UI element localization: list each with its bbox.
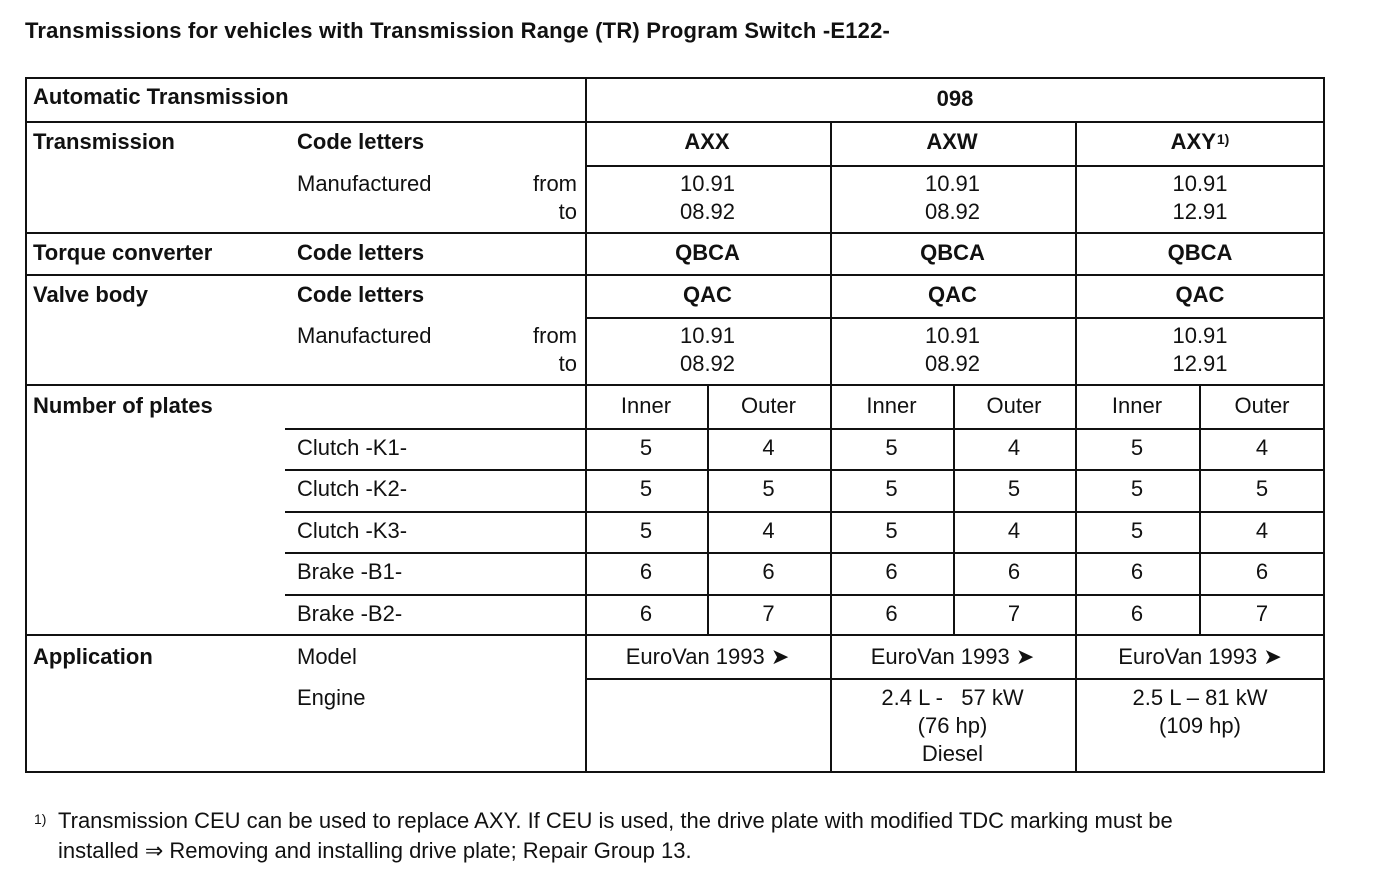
valve-to: 12.91 (1172, 351, 1228, 376)
transmission-table (25, 77, 1325, 773)
plate-row-label: Clutch -K1- (297, 435, 408, 460)
valve-from: 10.91 (679, 323, 736, 348)
plate-value: 5 (639, 435, 653, 460)
rule (25, 274, 1325, 276)
rule (285, 594, 1325, 596)
footnote-line: installed ⇒ Removing and installing drive plate; Repair Group 13. (58, 838, 692, 863)
to-label: to (558, 199, 577, 224)
manufactured-from: 10.91 (924, 171, 981, 196)
number-of-plates-label: Number of plates (33, 393, 213, 418)
plate-value: 5 (1130, 518, 1144, 543)
engine-line: Diesel (921, 741, 984, 766)
plate-value: 5 (1130, 476, 1144, 501)
transmission-label: Transmission (33, 129, 175, 154)
valve-body-code: QAC (1175, 282, 1225, 307)
page-title: Transmissions for vehicles with Transmission Range (TR) Program Switch -E122- (25, 18, 891, 43)
plate-value: 5 (639, 518, 653, 543)
rule (25, 634, 1325, 636)
plate-value: 4 (1007, 435, 1021, 460)
plate-value: 6 (1255, 559, 1269, 584)
inner-label: Inner (620, 393, 672, 418)
manufactured-to: 08.92 (924, 199, 981, 224)
plate-value: 4 (1255, 435, 1269, 460)
plate-value: 4 (762, 435, 775, 460)
plate-row-label: Clutch -K3- (297, 518, 408, 543)
footnote (34, 806, 1173, 863)
transmission-family: 098 (936, 86, 974, 111)
plate-value: 4 (762, 518, 775, 543)
plate-value: 4 (1007, 518, 1021, 543)
model-value: EuroVan 1993 ➤ (1118, 644, 1282, 669)
plate-value: 6 (1130, 601, 1144, 626)
application-label: Application (33, 644, 153, 669)
footnote-text (58, 806, 1358, 866)
rule (25, 384, 1325, 386)
plate-value: 7 (1255, 601, 1269, 626)
transmission-code: AXW (926, 129, 978, 154)
torque-converter-code: QBCA (675, 240, 740, 265)
rule (285, 511, 1325, 513)
valve-body-code: QAC (683, 282, 732, 307)
rule (707, 384, 709, 634)
valve-body-label: Valve body (33, 282, 148, 307)
automatic-transmission-label: Automatic Transmission (33, 84, 289, 109)
plate-value: 6 (1130, 559, 1144, 584)
plate-row-label: Brake -B1- (297, 559, 403, 584)
code-letters-label: Code letters (297, 240, 425, 265)
inner-label: Inner (866, 393, 917, 418)
valve-from: 10.91 (924, 323, 981, 348)
manufactured-label: Manufactured (297, 323, 432, 348)
outer-label: Outer (1234, 393, 1290, 418)
outer-label: Outer (986, 393, 1042, 418)
rule (585, 165, 1325, 167)
plate-value: 5 (1007, 476, 1021, 501)
rule (285, 552, 1325, 554)
torque-converter-code: QBCA (1167, 240, 1233, 265)
manufactured-label: Manufactured (297, 171, 432, 196)
valve-to: 08.92 (679, 351, 736, 376)
valve-to: 08.92 (924, 351, 981, 376)
valve-from: 10.91 (1172, 323, 1228, 348)
footnote-line: Transmission CEU can be used to replace AXY. If CEU is used, the drive plate with modified TDC marking must be (58, 808, 1173, 833)
rule (1199, 384, 1201, 634)
engine-label: Engine (297, 685, 366, 710)
manufactured-from: 10.91 (1172, 171, 1228, 196)
plate-value: 4 (1255, 518, 1269, 543)
plate-value: 5 (885, 518, 898, 543)
transmission-code: AXY$^{1)}$ (1170, 129, 1230, 154)
inner-label: Inner (1111, 393, 1163, 418)
model-value: EuroVan 1993 ➤ (870, 644, 1035, 669)
rule (25, 232, 1325, 234)
engine-line: 2.4 L - 57 kW (881, 685, 1024, 710)
plate-value: 6 (1007, 559, 1021, 584)
engine-line: (76 hp) (917, 713, 988, 738)
plate-value: 6 (639, 559, 653, 584)
rule (585, 678, 1325, 680)
torque-converter-code: QBCA (920, 240, 985, 265)
plate-value: 5 (885, 476, 898, 501)
plate-value: 5 (1255, 476, 1269, 501)
plate-value: 7 (762, 601, 775, 626)
model-label: Model (297, 644, 357, 669)
engine-line: 2.5 L – 81 kW (1132, 685, 1268, 710)
outer-label: Outer (740, 393, 797, 418)
rule (953, 384, 955, 634)
plate-value: 5 (885, 435, 898, 460)
plate-value: 5 (762, 476, 775, 501)
from-label: from (533, 323, 577, 348)
model-value: EuroVan 1993 ➤ (625, 644, 790, 669)
manufactured-from: 10.91 (679, 171, 736, 196)
manufactured-to: 08.92 (679, 199, 736, 224)
manufactured-to: 12.91 (1172, 199, 1228, 224)
transmission-code: AXX (684, 129, 730, 154)
torque-converter-label: Torque converter (33, 240, 213, 265)
plate-value: 7 (1007, 601, 1021, 626)
valve-body-code: QAC (928, 282, 977, 307)
footnote-mark: 1) (34, 811, 47, 827)
plate-value: 6 (639, 601, 653, 626)
code-letters-label: Code letters (297, 129, 425, 154)
to-label: to (558, 351, 577, 376)
rule (585, 317, 1325, 319)
rule (285, 428, 1325, 430)
plate-value: 6 (762, 559, 775, 584)
from-label: from (533, 171, 577, 196)
plate-value: 5 (639, 476, 653, 501)
plate-row-label: Clutch -K2- (297, 476, 408, 501)
code-letters-label: Code letters (297, 282, 425, 307)
plate-value: 6 (885, 601, 898, 626)
rule (285, 469, 1325, 471)
rule (25, 121, 1325, 123)
engine-line: (109 hp) (1159, 713, 1241, 738)
plate-value: 6 (885, 559, 898, 584)
plate-value: 5 (1130, 435, 1144, 460)
plate-row-label: Brake -B2- (297, 601, 403, 626)
